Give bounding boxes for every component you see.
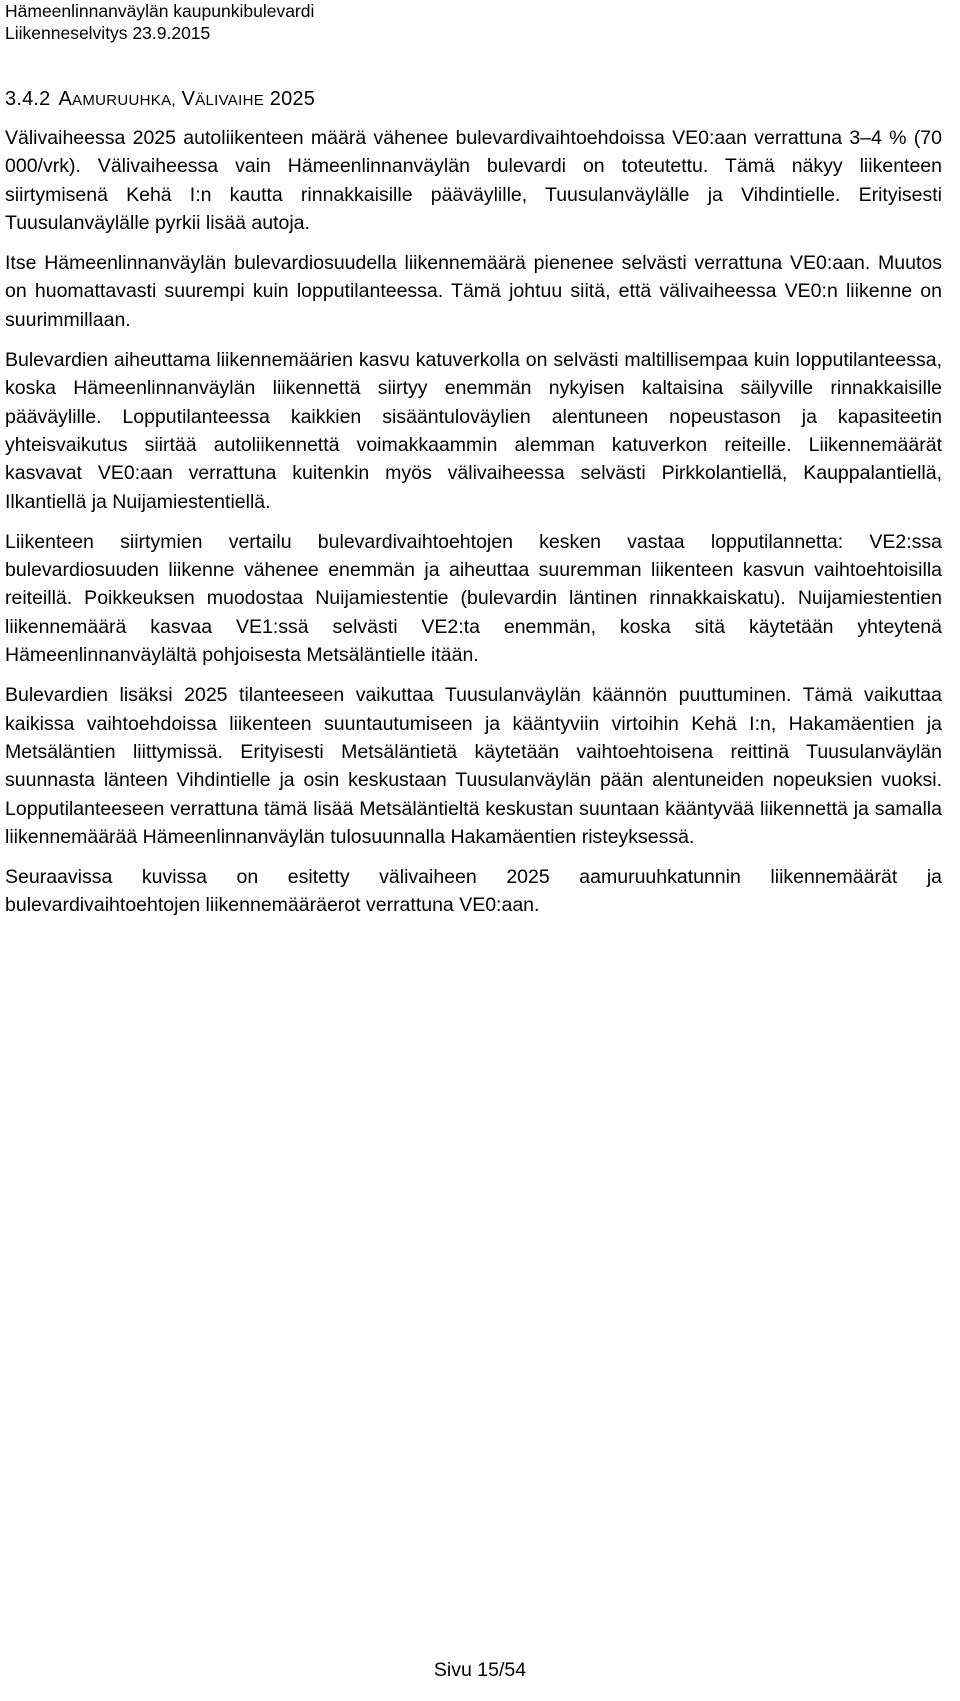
section-heading (5, 86, 315, 114)
paragraph: Liikenteen siirtymien vertailu bulevardivaihtoehtojen kesken vastaa lopputilannetta: VE2:ssa bulevardiosuuden liikenne vähenee enemmän ja aiheuttaa suuremman liikenteen kasvun vaihtoehtoisilla reiteillä. Poikkeuksen muodostaa Nuijamiestentie (bulevardin läntinen rinnakkaiskatu). Nuijamiestentien liikennemäärä kasvaa VE1:ssä selvästi VE2:ta enemmän, koska sitä käytetään yhteytenä Hämeenlinnanväylältä pohjoisesta Metsäläntielle itään. (5, 530, 942, 667)
paragraph: Välivaiheessa 2025 autoliikenteen määrä vähenee bulevardivaihtoehdoissa VE0:aan verrattuna 3–4 % (70 000/vrk). Välivaiheessa vain Hämeenlinnanväylän bulevardi on toteutettu. Tämä näkyy liikenteen siirtymisenä Kehä I:n kautta rinnakkaisille pääväylille, Tuusulanväylälle ja Vihdintielle. Erityisesti Tuusulanväylälle pyrkii lisää autoja. (5, 127, 942, 234)
paragraph: Seuraavissa kuvissa on esitetty välivaiheen 2025 aamuruuhkatunnin liikennemäärät ja bulevardivaihtoehtojen liikennemääräerot verrattuna VE0:aan. (5, 866, 942, 917)
body-text (5, 124, 942, 932)
document-subtitle: Liikenneselvitys 23.9.2015 (5, 23, 211, 43)
section-title: AAMURUUHKA, VÄLIVAIHE 2025 (58, 88, 316, 110)
paragraph: Bulevardien lisäksi 2025 tilanteeseen vaikuttaa Tuusulanväylän käännön puuttuminen. Tämä vaikuttaa kaikissa vaihtoehdoissa liikenteen suuntautumiseen ja kääntyviin virtoihin Kehä I:n, Hakamäentien ja Metsäläntien liittymissä. Erityisesti Metsäläntietä käytetään vaihtoehtoisena reittinä Tuusulanväylän suunnasta länteen Vihdintielle ja osin keskustaan Tuusulanväylän pään alentuneiden nopeuksien vuoksi. Lopputilanteeseen verrattuna tämä lisää Metsäläntieltä keskustan suuntaan kääntyvää liikennettä ja samalla liikennemäärää Hämeenlinnanväylän tulosuunnalla Hakamäentien risteyksessä. (5, 684, 942, 848)
page-number: Sivu 15/54 (433, 1659, 527, 1681)
paragraph: Itse Hämeenlinnanväylän bulevardiosuudella liikennemäärä pienenee selvästi verrattuna VE0:aan. Muutos on huomattavasti suurempi kuin lopputilanteessa. Tämä johtuu siitä, että välivaiheessa VE0:n liikenne on suurimmillaan. (5, 252, 942, 331)
page-footer (0, 1658, 960, 1682)
page-header (5, 0, 945, 44)
document-title: Hämeenlinnanväylän kaupunkibulevardi (5, 1, 315, 21)
paragraph: Bulevardien aiheuttama liikennemäärien kasvu katuverkolla on selvästi maltillisempaa kuin lopputilanteessa, koska Hämeenlinnanväylän liikennettä siirtyy enemmän nykyisen kaltaisina säilyville rinnakkaisille pääväylille. Lopputilanteessa kaikkien sisääntuloväylien alentuneen nopeustason ja kapasiteetin yhteisvaikutus siirtää autoliikennettä voimakkaammin alemman katuverkon reiteille. Liikennemäärät kasvavat VE0:aan verrattuna kuitenkin myös välivaiheessa selvästi Pirkkolantiellä, Kauppalantiellä, Ilkantiellä ja Nuijamiestentiellä. (5, 349, 942, 513)
section-number: 3.4.2 (5, 88, 51, 110)
